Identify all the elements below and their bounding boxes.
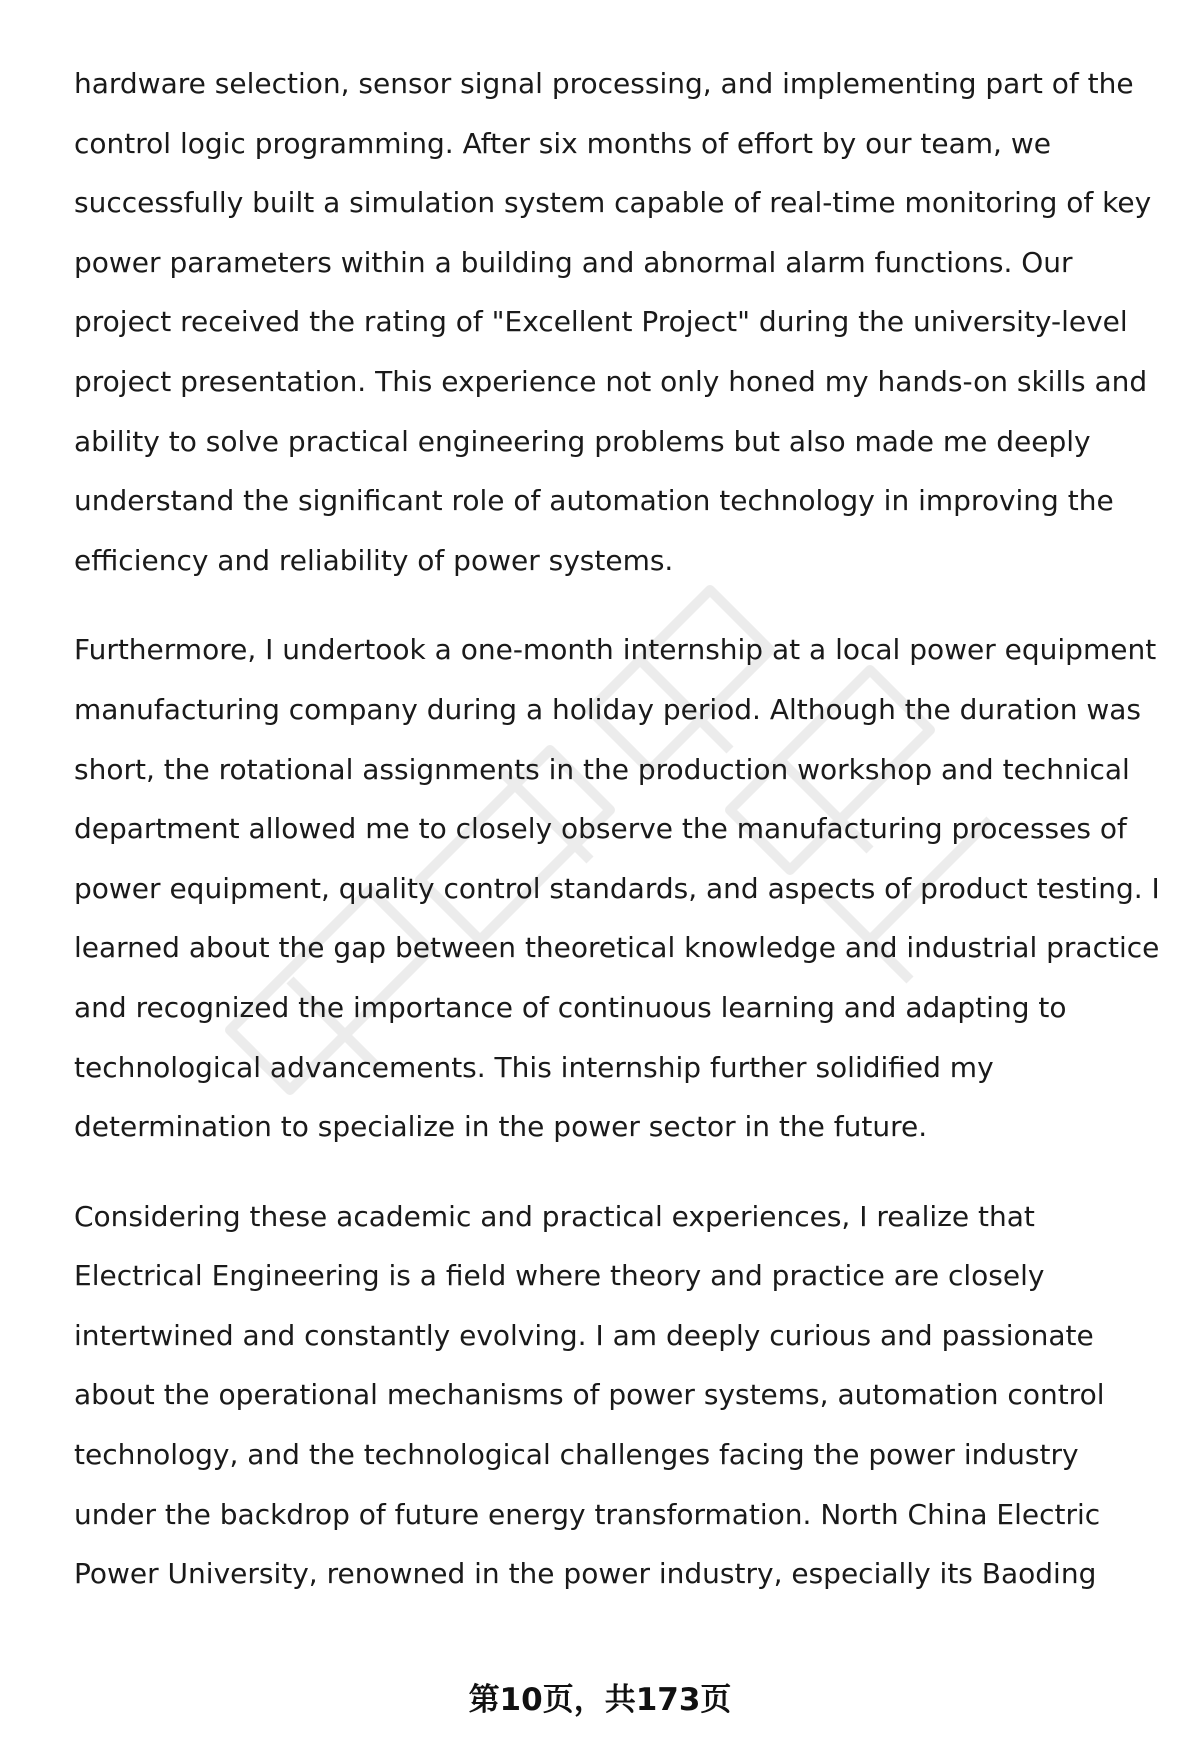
body-text bbox=[74, 54, 1164, 1604]
paragraph-3: Considering these academic and practical experiences, I realize that Electrical Engineering is a field where theory and practice are closely intertwined and constantly evolving. I am deeply curious and passionate about the operational mechanisms of power systems, automation control technology, and the technological challenges facing the power industry under the backdrop of future energy transformation. North China Electric Power University, renowned in the power industry, especially its Baoding bbox=[74, 1199, 1105, 1591]
paragraph-1: hardware selection, sensor signal processing, and implementing part of the control logic programming. After six months of effort by our team, we successfully built a simulation system capable of real-time monitoring of key power parameters within a building and abnormal alarm functions. Our project received the rating of "Excellent Project" during the university-level project presentation. This experience not only honed my hands-on skills and ability to solve practical engineering problems but also made me deeply understand the significant role of automation technology in improving the efficiency and reliability of power systems. bbox=[74, 67, 1152, 577]
page-number-footer: 第10页，共173页 bbox=[468, 1682, 732, 1718]
paragraph-2: Furthermore, I undertook a one-month internship at a local power equipment manufacturing company during a holiday period. Although the duration was short, the rotational assignments in the production workshop and technical department allowed me to closely observe the manufacturing processes of power equipment, quality control standards, and aspects of product testing. I learned about the gap between theoretical knowledge and industrial practice and recognized the importance of continuous learning and adapting to technological advancements. This internship further solidified my determination to specialize in the power sector in the future. bbox=[74, 633, 1160, 1144]
